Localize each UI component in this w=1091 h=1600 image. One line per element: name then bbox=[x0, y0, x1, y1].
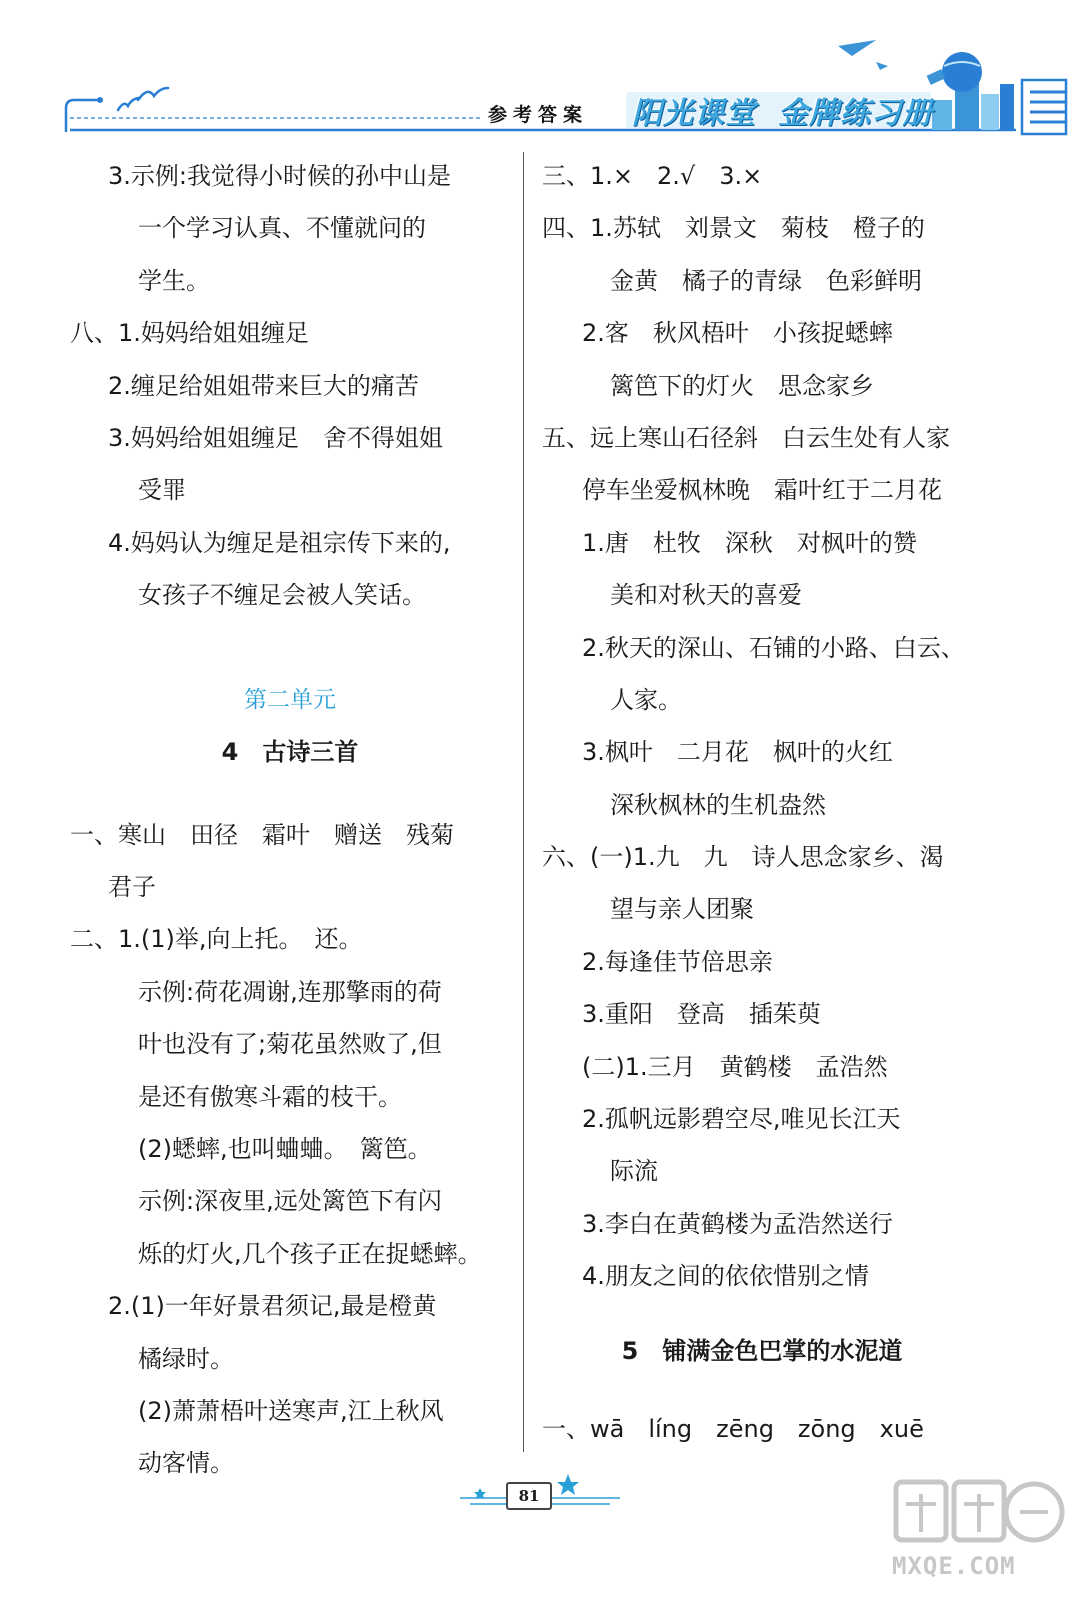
answer-line: 1.唐 杜牧 深秋 对枫叶的赞 bbox=[582, 528, 917, 557]
answer-line: 3.重阳 登高 插茱萸 bbox=[582, 1000, 821, 1029]
answer-line: 受罪 bbox=[138, 476, 186, 505]
seagull-icon bbox=[118, 88, 168, 110]
unit-title: 第二单元 bbox=[244, 686, 336, 713]
spacer bbox=[542, 1377, 982, 1403]
answer-line: 二、1.(1)举,向上托。 还。 bbox=[70, 925, 363, 954]
page-footer bbox=[440, 1470, 640, 1520]
answer-line: 2.秋天的深山、石铺的小路、白云、 bbox=[582, 633, 965, 662]
spacer bbox=[542, 1303, 982, 1325]
lesson-4-title: 4 古诗三首 bbox=[221, 738, 359, 767]
lesson-5-title: 5 铺满金色巴掌的水泥道 bbox=[621, 1336, 903, 1365]
answer-line: (二)1.三月 黄鹤楼 孟浩然 bbox=[582, 1052, 888, 1081]
answer-line: 示例:深夜里,远处篱笆下有闪 bbox=[138, 1187, 442, 1216]
watermark bbox=[892, 1474, 1068, 1584]
answer-line: 3.李白在黄鹤楼为孟浩然送行 bbox=[582, 1209, 893, 1238]
answer-line: 示例:荷花凋谢,连那擎雨的荷 bbox=[138, 977, 442, 1006]
answer-line: 烁的灯火,几个孩子正在捉蟋蟀。 bbox=[138, 1239, 482, 1268]
answer-line: 4.妈妈认为缠足是祖宗传下来的, bbox=[108, 528, 451, 557]
watermark-url: MXQE.COM bbox=[892, 1552, 1016, 1580]
answer-line: 女孩子不缠足会被人笑话。 bbox=[138, 581, 426, 610]
right-column bbox=[542, 150, 982, 1455]
right-answers-top bbox=[542, 150, 982, 1303]
answer-line: 篱笆下的灯火 思念家乡 bbox=[610, 371, 874, 400]
answer-line: 望与亲人团聚 bbox=[610, 895, 754, 924]
answer-line: 2.(1)一年好景君须记,最是橙黄 bbox=[108, 1292, 437, 1321]
answer-line: 2.每逢佳节倍思亲 bbox=[582, 947, 773, 976]
page-number: 81 bbox=[506, 1482, 552, 1510]
brand-title-part2: 金牌练习册 bbox=[778, 96, 933, 131]
answer-line: 3.示例:我觉得小时候的孙中山是 bbox=[108, 162, 451, 190]
answer-line: 君子 bbox=[108, 873, 156, 902]
right-answers-bottom bbox=[542, 1403, 982, 1455]
page-header bbox=[0, 0, 1091, 140]
answer-line: 2.孤帆远影碧空尽,唯见长江天 bbox=[582, 1105, 901, 1134]
answer-line: 际流 bbox=[610, 1157, 658, 1186]
answer-line: 美和对秋天的喜爱 bbox=[610, 581, 802, 610]
watermark-logo bbox=[892, 1474, 1068, 1554]
answer-line: 八、1.妈妈给姐姐缠足 bbox=[70, 319, 309, 348]
answer-line: 橘绿时。 bbox=[138, 1344, 234, 1373]
brand-title bbox=[632, 88, 933, 132]
left-answers-bottom bbox=[70, 809, 510, 1490]
answer-line: 停车坐爱枫林晚 霜叶红于二月花 bbox=[582, 476, 942, 505]
answer-line: 人家。 bbox=[610, 685, 682, 714]
answer-line: 一、寒山 田径 霜叶 赠送 残菊 bbox=[70, 820, 454, 849]
left-answers-top bbox=[70, 150, 510, 622]
answer-line: 是还有傲寒斗霜的枝干。 bbox=[138, 1082, 402, 1111]
answer-line: 深秋枫林的生机盎然 bbox=[610, 790, 826, 819]
spacer bbox=[70, 622, 510, 674]
answer-line: 五、远上寒山石径斜 白云生处有人家 bbox=[542, 423, 950, 452]
answer-line: 一个学习认真、不懂就问的 bbox=[138, 214, 426, 243]
paper-plane-icon bbox=[838, 40, 888, 70]
answer-line: 2.缠足给姐姐带来巨大的痛苦 bbox=[108, 371, 419, 400]
answer-line: (2)蟋蟀,也叫蛐蛐。 篱笆。 bbox=[138, 1135, 432, 1164]
globe-icon bbox=[927, 52, 982, 92]
answer-line: 叶也没有了;菊花虽然败了,但 bbox=[138, 1030, 442, 1059]
answer-line: 六、(一)1.九 九 诗人思念家乡、渴 bbox=[542, 843, 944, 872]
answer-line: 动客情。 bbox=[138, 1449, 234, 1478]
brand-title-part1: 阳光课堂 bbox=[632, 96, 756, 131]
answer-line: 3.妈妈给姐姐缠足 舍不得姐姐 bbox=[108, 423, 443, 452]
answer-line: (2)萧萧梧叶送寒声,江上秋风 bbox=[138, 1396, 444, 1425]
spacer bbox=[70, 779, 510, 809]
column-divider bbox=[523, 152, 524, 1452]
answer-line: 四、1.苏轼 刘景文 菊枝 橙子的 bbox=[542, 214, 925, 243]
answer-line: 学生。 bbox=[138, 266, 210, 295]
answer-reference-label: 参考答案 bbox=[488, 104, 589, 126]
answer-line: 4.朋友之间的依依惜别之情 bbox=[582, 1262, 869, 1291]
side-tab-stripes bbox=[1022, 80, 1066, 134]
answer-line: 3.枫叶 二月花 枫叶的火红 bbox=[582, 738, 893, 767]
answer-line: 金黄 橘子的青绿 色彩鲜明 bbox=[610, 266, 922, 295]
answer-line: 一、wā líng zēng zōng xuē bbox=[542, 1414, 924, 1443]
left-column bbox=[70, 150, 510, 1490]
answer-line: 2.客 秋风梧叶 小孩捉蟋蟀 bbox=[582, 319, 893, 348]
answer-line: 三、1.× 2.√ 3.× bbox=[542, 162, 763, 190]
